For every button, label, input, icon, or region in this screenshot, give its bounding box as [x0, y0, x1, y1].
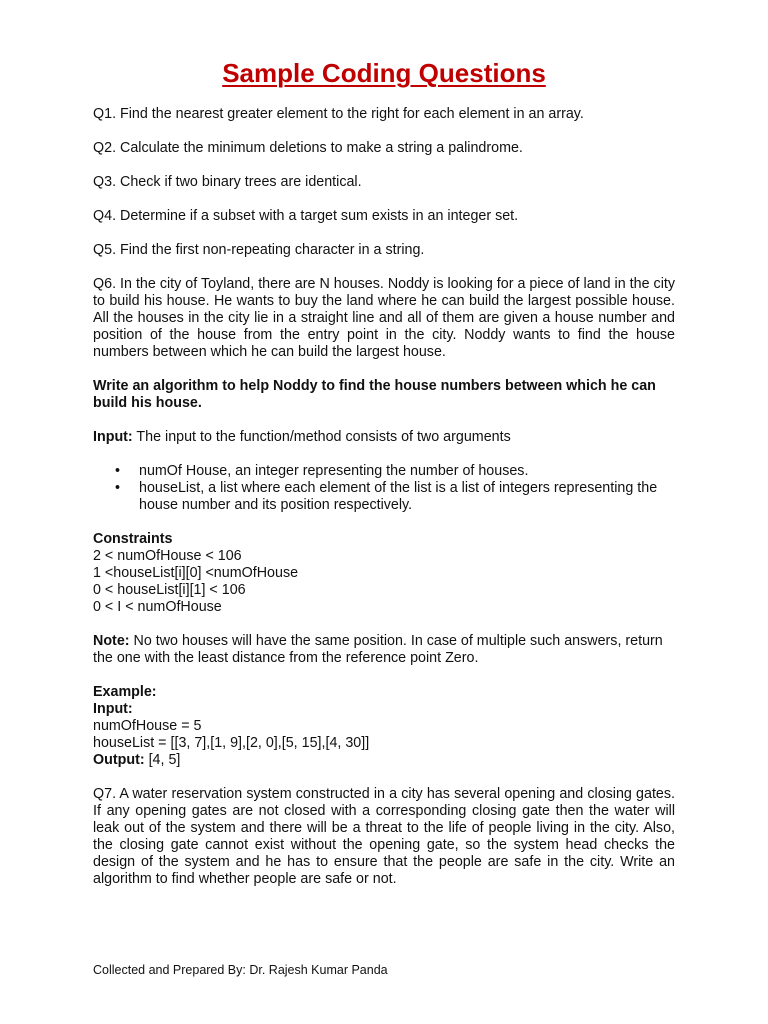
- note-label: Note:: [93, 633, 130, 649]
- example-heading: Example:: [93, 684, 157, 700]
- constraint-line: 2 < numOfHouse < 106: [93, 548, 242, 564]
- example-input-label: Input:: [93, 701, 133, 717]
- example-line: houseList = [[3, 7],[1, 9],[2, 0],[5, 15],[4, 30]]: [93, 735, 370, 751]
- question-q2: Q2. Calculate the minimum deletions to make a string a palindrome.: [93, 140, 523, 156]
- question-q6: Q6. In the city of Toyland, there are N houses. Noddy is looking for a piece of land in the city to build his house. He wants to buy the land where he can build the largest possible house. All the houses in the city lie in a straight line and all of them are given a house number and position of the house from the entry point in the city. Noddy wants to find the house numbers between which he can build the largest house.: [93, 276, 675, 360]
- constraints-heading: Constraints: [93, 531, 173, 547]
- question-q4: Q4. Determine if a subset with a target sum exists in an integer set.: [93, 208, 519, 224]
- list-item: • numOf House, an integer representing the number of houses.: [93, 463, 675, 480]
- question-q7: Q7. A water reservation system constructed in a city has several opening and closing gates. If any opening gates are not closed with a corresponding closing gate then the water will leak out of the system and there will be a threat to the life of people living in the city. Also, the closing gate cannot exist without the opening gate, so the system head checks the design of the system and he has to ensure that the people are safe in the city. Write an algorithm to find whether people are safe or not.: [93, 786, 675, 887]
- question-q5: Q5. Find the first non-repeating character in a string.: [93, 242, 425, 258]
- q6-constraints: [93, 531, 675, 616]
- q6-task: Write an algorithm to help Noddy to find the house numbers between which he can build his house.: [93, 378, 656, 411]
- q6-example: [93, 684, 675, 769]
- output-label: Output:: [93, 752, 145, 768]
- page-title: Sample Coding Questions: [222, 58, 546, 88]
- question-q1: Q1. Find the nearest greater element to the right for each element in an array.: [93, 106, 584, 122]
- q6-input-text: The input to the function/method consists of two arguments: [132, 429, 511, 445]
- question-q3: Q3. Check if two binary trees are identical.: [93, 174, 362, 190]
- constraint-line: 0 < houseList[i][1] < 106: [93, 582, 246, 598]
- footer-credit: Collected and Prepared By: Dr. Rajesh Kumar Panda: [93, 963, 388, 977]
- q6-argument-list: [93, 463, 675, 514]
- title-block: [0, 58, 768, 89]
- constraint-line: 1 <houseList[i][0] <numOfHouse: [93, 565, 299, 581]
- q6-input-label: Input:: [93, 429, 133, 445]
- example-line: numOfHouse = 5: [93, 718, 202, 734]
- constraint-line: 0 < I < numOfHouse: [93, 599, 222, 615]
- q6-input: [93, 429, 675, 446]
- example-output: [93, 752, 675, 769]
- q6-note: [93, 633, 675, 667]
- list-item: • houseList, a list where each element of the list is a list of integers representing the house number and its position respectively.: [93, 480, 675, 514]
- note-text: No two houses will have the same position. In case of multiple such answers, return the one with the least distance from the reference point Zero.: [93, 633, 663, 666]
- output-text: [4, 5]: [144, 752, 181, 768]
- document-body: [93, 106, 675, 888]
